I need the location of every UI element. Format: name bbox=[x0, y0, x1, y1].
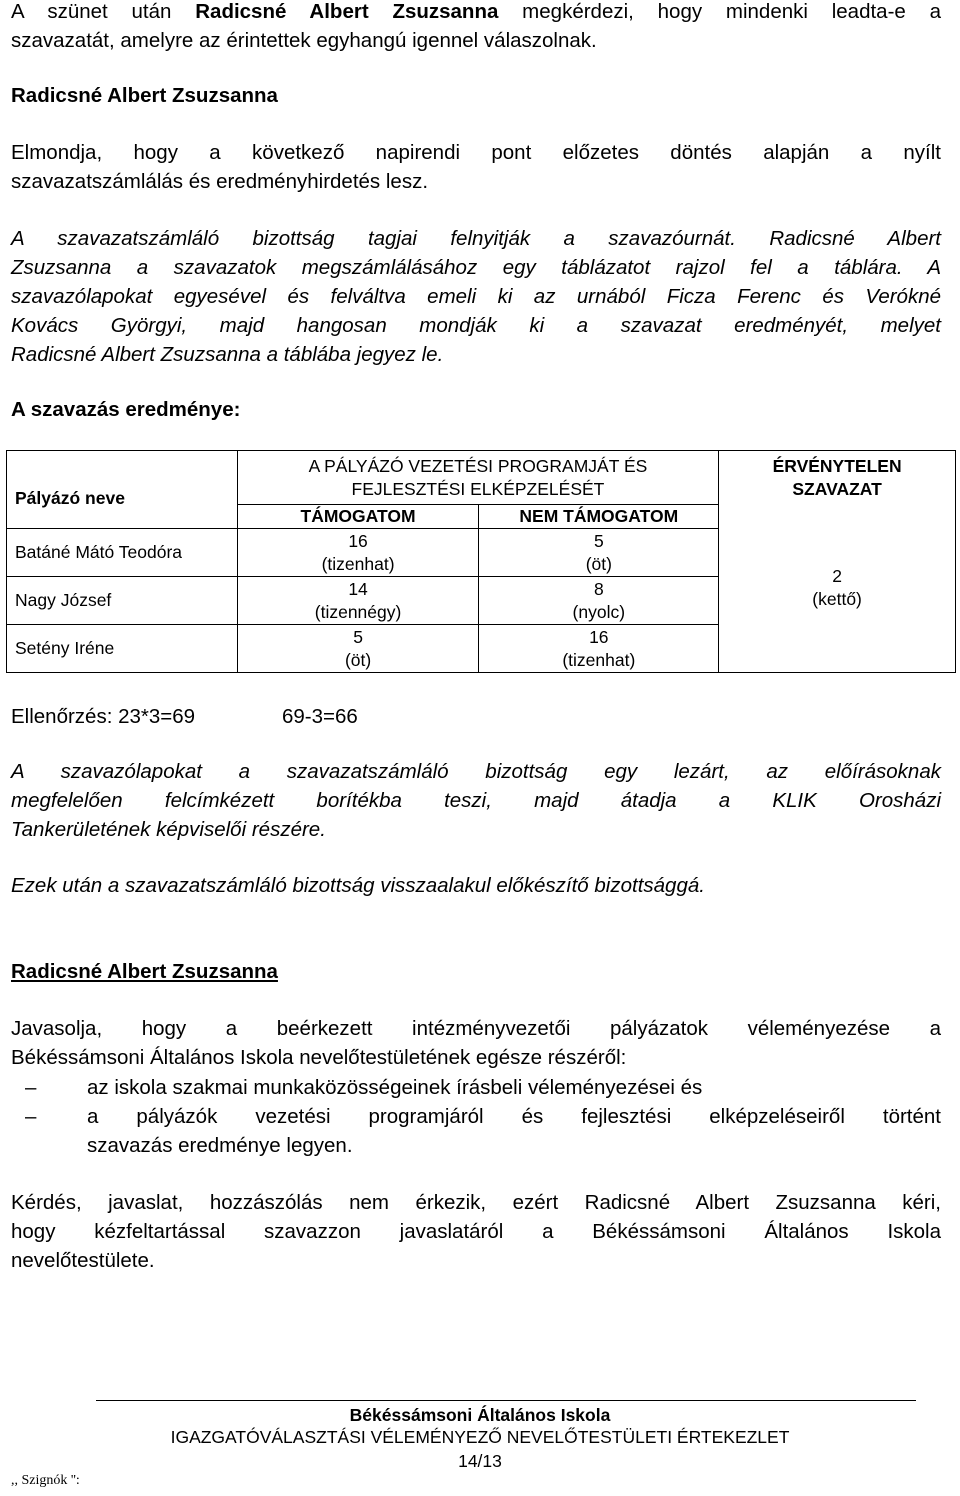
paragraph-break-question bbox=[11, 0, 941, 55]
not-support-count bbox=[479, 625, 719, 673]
invalid-votes-cell bbox=[719, 505, 956, 673]
count-words: (tizenhat) bbox=[321, 553, 395, 574]
count-words: (tizenhat) bbox=[562, 649, 636, 670]
text-line: A szavazólapokat a szavazatszámláló bizottság egy lezárt, az előírásoknak bbox=[11, 760, 941, 783]
dash-bullet: – bbox=[25, 1105, 37, 1128]
count: 5 bbox=[593, 530, 604, 551]
proposal-list bbox=[11, 1073, 941, 1160]
text-line: Kérdés, javaslat, hozzászólás nem érkezik, ezért Radicsné Albert Zsuzsanna kéri, bbox=[11, 1191, 941, 1214]
count: 16 bbox=[589, 626, 609, 647]
not-support-count bbox=[479, 529, 719, 577]
speaker-heading: Radicsné Albert Zsuzsanna bbox=[11, 84, 278, 107]
count: 14 bbox=[348, 578, 368, 599]
paragraph-counting-procedure bbox=[11, 224, 941, 369]
count-words: (öt) bbox=[344, 649, 372, 670]
text-line: A szavazatszámláló bizottság tagjai felnyitják a szavazóurnát. Radicsné Albert bbox=[11, 227, 941, 250]
list-item-text: az iskola szakmai munkaközösségeinek írásbeli véleményezései és bbox=[87, 1076, 703, 1099]
text-line: Kovács Györgyi, majd hangosan mondják ki a szavazat eredményét, melyet bbox=[11, 314, 941, 337]
footer-meeting-title: IGAZGATÓVÁLASZTÁSI VÉLEMÉNYEZŐ NEVELŐTESTÜLETI ÉRTEKEZLET bbox=[170, 1427, 790, 1447]
column-header-support: TÁMOGATOM bbox=[237, 505, 479, 529]
column-header-invalid bbox=[719, 451, 956, 505]
speaker-heading: Radicsné Albert Zsuzsanna bbox=[11, 960, 278, 983]
check-result: 69-3=66 bbox=[282, 705, 358, 728]
count: 8 bbox=[593, 578, 604, 599]
paragraph-agenda bbox=[11, 138, 941, 196]
header-line: A PÁLYÁZÓ VEZETÉSI PROGRAMJÁT ÉS bbox=[308, 455, 648, 476]
text-run: megkérdezi, hogy mindenki leadta-e a bbox=[498, 0, 941, 23]
dash-bullet: – bbox=[25, 1076, 37, 1099]
speaker-name: Radicsné Albert Zsuzsanna bbox=[195, 0, 499, 23]
list-item bbox=[11, 1073, 941, 1102]
invalid-count-words: (kettő) bbox=[812, 589, 862, 610]
text-line: Elmondja, hogy a következő napirendi pont előzetes döntés alapján a nyílt bbox=[11, 141, 941, 164]
support-count bbox=[237, 625, 479, 673]
candidate-name: Nagy József bbox=[7, 577, 238, 625]
text-line: Tankerületének képviselői részére. bbox=[11, 818, 326, 841]
paragraph-ballots-sealed bbox=[11, 757, 941, 844]
paragraph-vote-request bbox=[11, 1188, 941, 1275]
count-words: (tizennégy) bbox=[314, 601, 402, 622]
vote-results-table bbox=[6, 450, 956, 673]
text-line: Radicsné Albert Zsuzsanna a táblába jegyez le. bbox=[11, 343, 444, 366]
text-line: megfelelően felcímkézett borítékba teszi, majd átadja a KLIK Orosházi bbox=[11, 789, 941, 812]
text-run: A szünet után bbox=[11, 0, 196, 23]
column-header-not-support: NEM TÁMOGATOM bbox=[479, 505, 719, 529]
text-line: szavazatszámlálás és eredményhirdetés lesz. bbox=[11, 170, 429, 193]
not-support-count bbox=[479, 577, 719, 625]
invalid-count: 2 bbox=[832, 566, 842, 587]
support-count bbox=[237, 529, 479, 577]
candidate-name: Setény Iréne bbox=[7, 625, 238, 673]
text-line: Javasolja, hogy a beérkezett intézményvezetői pályázatok véleményezése a bbox=[11, 1017, 941, 1040]
candidate-name: Batáné Mátó Teodóra bbox=[7, 529, 238, 577]
support-count bbox=[237, 577, 479, 625]
text-line: Békéssámsoni Általános Iskola nevelőtestületének egésze részéről: bbox=[11, 1046, 627, 1069]
column-header-candidate: Pályázó neve bbox=[7, 451, 238, 529]
column-header-program bbox=[237, 451, 719, 505]
text-line: nevelőtestülete. bbox=[11, 1249, 155, 1272]
count-words: (öt) bbox=[585, 553, 612, 574]
header-line: FEJLESZTÉSI ELKÉPZELÉSÉT bbox=[351, 478, 605, 499]
footer-school-name: Békéssámsoni Általános Iskola bbox=[349, 1405, 611, 1425]
results-heading: A szavazás eredménye: bbox=[11, 398, 241, 421]
text-line: Zsuzsanna a szavazatok megszámlálásához egy táblázatot rajzol fel a táblára. A bbox=[11, 256, 941, 279]
text-line: szavazatát, amelyre az érintettek egyhangú igennel válaszolnak. bbox=[11, 29, 597, 52]
paragraph-proposal bbox=[11, 1014, 941, 1072]
header-line: ÉRVÉNYTELEN bbox=[772, 455, 902, 476]
signature-label: ,, Szignók '': bbox=[11, 1473, 80, 1488]
text-line: szavazólapokat egyesével és felváltva emeli ki az urnából Ficza Ferenc és Verókné bbox=[11, 285, 941, 308]
check-calculation: Ellenőrzés: 23*3=69 bbox=[11, 705, 196, 728]
page-number: 14/13 bbox=[458, 1451, 502, 1471]
count: 5 bbox=[353, 626, 363, 647]
header-line: SZAVAZAT bbox=[792, 478, 882, 499]
paragraph-committee-reform: Ezek után a szavazatszámláló bizottság visszaalakul előkészítő bizottsággá. bbox=[11, 874, 705, 897]
list-item-text: a pályázók vezetési programjáról és fejlesztési elképzeléseiről történt bbox=[87, 1105, 941, 1128]
count: 16 bbox=[348, 530, 368, 551]
list-item bbox=[11, 1102, 941, 1160]
list-item-text: szavazás eredménye legyen. bbox=[87, 1134, 353, 1157]
footer-divider bbox=[96, 1400, 916, 1401]
count-words: (nyolc) bbox=[572, 601, 626, 622]
text-line: hogy kézfeltartással szavazzon javaslatáról a Békéssámsoni Általános Iskola bbox=[11, 1220, 941, 1243]
